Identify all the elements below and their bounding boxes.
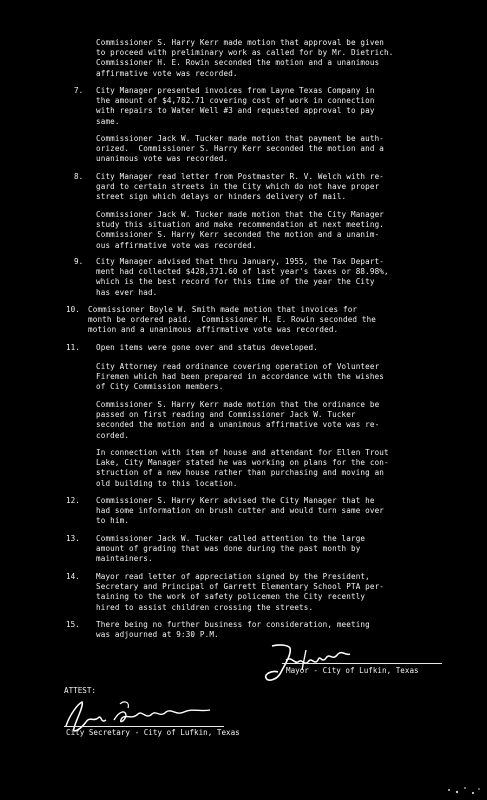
attest-label: ATTEST: <box>64 686 97 695</box>
paragraph-invoices-paid: Commissioner Boyle W. Smith made motion that invoices for month be ordered paid. Commissioner H. E. Rowin seconded the motion and a unanimous affirmative vote was recorded. <box>88 305 377 335</box>
item-number: 12. <box>66 496 80 505</box>
secretary-signature-line <box>64 726 224 727</box>
item-number: 10. <box>66 305 80 314</box>
paragraph-payment-motion: Commissioner Jack W. Tucker made motion that payment be auth- orized. Commissioner S. Harry Kerr seconded the motion and a unanimous vote was recorded. <box>96 134 385 164</box>
item-number: 14. <box>66 572 80 581</box>
scan-noise <box>443 782 483 796</box>
paragraph-brush-cutter: Commissioner S. Harry Kerr advised the City Manager that he had some information on brush cutter and would turn same over to him. <box>96 496 385 526</box>
paragraph-ellen-trout-lake: In connection with item of house and attendant for Ellen Trout Lake, City Manager stated he was working on plans for the con- struction of a new house rather than purchasing and moving an old building to this location. <box>96 448 389 488</box>
paragraph-open-items: Open items were gone over and status developed. <box>96 343 318 352</box>
mayor-signature <box>262 640 352 690</box>
item-number: 13. <box>66 534 80 543</box>
item-number: 8. <box>74 172 84 181</box>
paragraph-approval-dietrich: Commissioner S. Harry Kerr made motion that approval be given to proceed with preliminary work as called for by Mr. Dietrich. Commissioner H. E. Rowin seconded the motion and a unanimous affirmative vote was recorded. <box>96 38 394 78</box>
item-number: 11. <box>66 343 80 352</box>
paragraph-postmaster-letter: City Manager read letter from Postmaster R. V. Welch with re- gard to certain streets in the City which do not have proper street sign which delays or hinders delivery of mail. <box>96 172 385 202</box>
paragraph-layne-invoices: City Manager presented invoices from Layne Texas Company in the amount of $4,782.71 covering cost of work in connection with repairs to Water Well #3 and requested approval to pay same. <box>96 86 375 126</box>
item-number: 15. <box>66 620 80 629</box>
paragraph-ordinance-motion: Commissioner S. Harry Kerr made motion that the ordinance be passed on first reading and Commissioner Jack W. Tucker seconded the motion and a unanimous affirmative vote was re- corded. <box>96 400 380 440</box>
item-number: 7. <box>74 86 84 95</box>
mayor-signature-line <box>282 663 442 664</box>
secretary-caption: City Secretary - City of Lufkin, Texas <box>66 728 240 737</box>
paragraph-street-sign-motion: Commissioner Jack W. Tucker made motion that the City Manager study this situation and make recommendation at next meeting. Commissioner S. Harry Kerr seconded the motion and a unanim- ous affirmative vote was recorded. <box>96 210 385 250</box>
paragraph-volunteer-firemen: City Attorney read ordinance covering operation of Volunteer Firemen which had been prepared in accordance with the wishes of City Commission members. <box>96 362 385 392</box>
mayor-caption: Mayor - City of Lufkin, Texas <box>286 666 419 675</box>
paragraph-tax-collection: City Manager advised that thru January, 1955, the Tax Depart- ment had collected $428,371.60 of last year's taxes or 88.98%, which is the best record for this time of the year the City has ever had. <box>96 257 389 297</box>
item-number: 9. <box>74 257 84 266</box>
paragraph-grading: Commissioner Jack W. Tucker called attention to the large amount of grading that was done during the past month by maintainers. <box>96 534 366 564</box>
paragraph-adjournment: There being no further business for consideration, meeting was adjourned at 9:30 P.M. <box>96 620 370 640</box>
paragraph-pta-letter: Mayor read letter of appreciation signed by the President, Secretary and Principal of Garrett Elementary School PTA per- taining to the work of safety policemen the City recently hired to assist children crossing the streets. <box>96 572 385 612</box>
